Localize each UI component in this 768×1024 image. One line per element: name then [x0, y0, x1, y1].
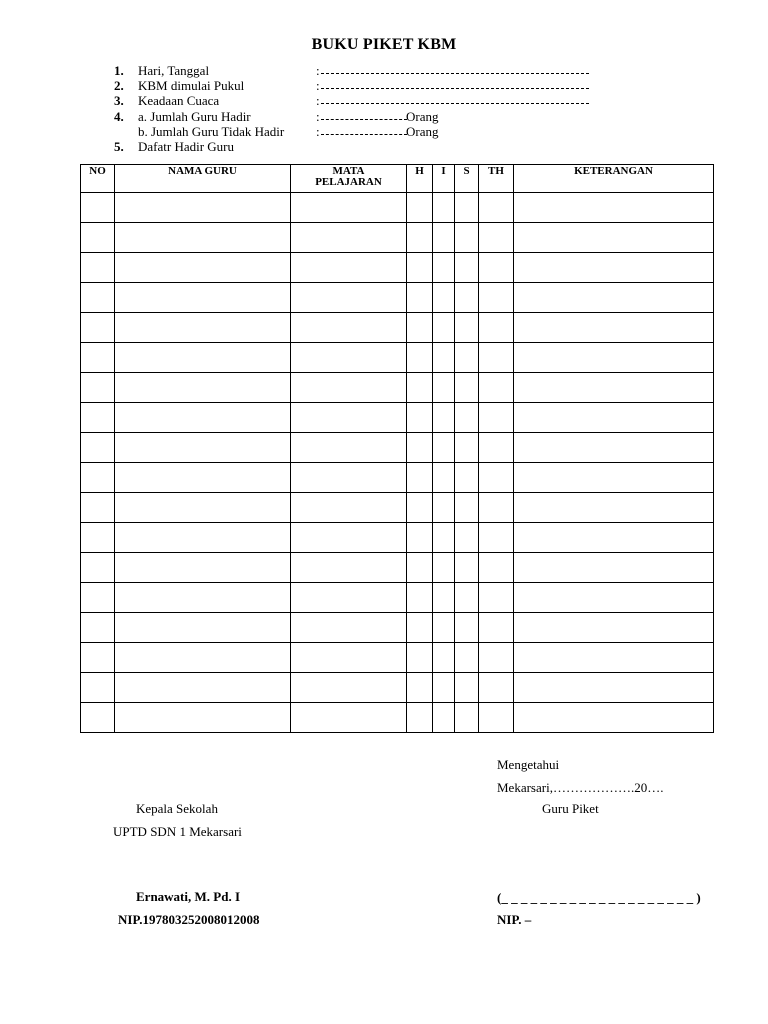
cell-no[interactable]	[81, 433, 115, 463]
cell-subject[interactable]	[291, 223, 407, 253]
cell-no[interactable]	[81, 523, 115, 553]
date-fill-line	[316, 63, 588, 78]
cell-teacher-name[interactable]	[115, 673, 291, 703]
cell-remarks[interactable]	[514, 613, 714, 643]
document-title: BUKU PIKET KBM	[311, 36, 457, 53]
cell-absent[interactable]	[479, 583, 514, 613]
header-teacher-name: NAMA GURU	[115, 165, 291, 193]
cell-remarks[interactable]	[514, 193, 714, 223]
info-label-absent: b. Jumlah Guru Tidak Hadir	[138, 123, 285, 139]
table-row	[81, 283, 714, 313]
colon: :	[316, 93, 320, 109]
acknowledged-label: Mengetahui	[497, 757, 560, 772]
cell-sick[interactable]	[455, 343, 479, 373]
cell-sick[interactable]	[455, 253, 479, 283]
cell-subject[interactable]	[291, 313, 407, 343]
cell-present[interactable]	[407, 553, 433, 583]
cell-sick[interactable]	[455, 463, 479, 493]
table-row	[81, 463, 714, 493]
dashed-line	[321, 88, 589, 89]
cell-remarks[interactable]	[514, 373, 714, 403]
colon: :	[316, 78, 320, 94]
cell-remarks[interactable]	[514, 703, 714, 733]
cell-teacher-name[interactable]	[115, 493, 291, 523]
cell-sick[interactable]	[455, 193, 479, 223]
cell-permission[interactable]	[433, 343, 455, 373]
cell-remarks[interactable]	[514, 583, 714, 613]
cell-absent[interactable]	[479, 703, 514, 733]
info-number: 4.	[114, 108, 124, 124]
colon: :	[316, 63, 320, 78]
cell-sick[interactable]	[455, 673, 479, 703]
cell-no[interactable]	[81, 553, 115, 583]
header-sick: S	[455, 165, 479, 193]
cell-absent[interactable]	[479, 463, 514, 493]
cell-teacher-name[interactable]	[115, 553, 291, 583]
cell-teacher-name[interactable]	[115, 343, 291, 373]
cell-absent[interactable]	[479, 223, 514, 253]
table-row	[81, 613, 714, 643]
weather-fill-line	[316, 93, 588, 108]
table-row	[81, 253, 714, 283]
table-row	[81, 373, 714, 403]
cell-remarks[interactable]	[514, 433, 714, 463]
cell-present[interactable]	[407, 583, 433, 613]
table-row	[81, 673, 714, 703]
cell-teacher-name[interactable]	[115, 523, 291, 553]
cell-permission[interactable]	[433, 403, 455, 433]
cell-no[interactable]	[81, 313, 115, 343]
cell-present[interactable]	[407, 703, 433, 733]
cell-permission[interactable]	[433, 313, 455, 343]
cell-no[interactable]	[81, 373, 115, 403]
table-row	[81, 523, 714, 553]
cell-remarks[interactable]	[514, 313, 714, 343]
cell-absent[interactable]	[479, 283, 514, 313]
cell-teacher-name[interactable]	[115, 703, 291, 733]
cell-permission[interactable]	[433, 583, 455, 613]
cell-permission[interactable]	[433, 223, 455, 253]
cell-subject[interactable]	[291, 463, 407, 493]
absent-fill-line	[316, 124, 588, 139]
table-row	[81, 493, 714, 523]
cell-absent[interactable]	[479, 493, 514, 523]
colon: :	[316, 123, 320, 139]
cell-no[interactable]	[81, 493, 115, 523]
info-number: 2.	[114, 78, 124, 94]
cell-remarks[interactable]	[514, 283, 714, 313]
cell-present[interactable]	[407, 673, 433, 703]
present-fill-line	[316, 109, 588, 124]
cell-absent[interactable]	[479, 403, 514, 433]
duty-teacher-title: Guru Piket	[542, 801, 599, 816]
table-row	[81, 583, 714, 613]
cell-remarks[interactable]	[514, 643, 714, 673]
table-header-row	[81, 165, 714, 193]
cell-remarks[interactable]	[514, 403, 714, 433]
table-row	[81, 223, 714, 253]
cell-subject[interactable]	[291, 703, 407, 733]
cell-teacher-name[interactable]	[115, 643, 291, 673]
cell-subject[interactable]	[291, 343, 407, 373]
cell-subject[interactable]	[291, 193, 407, 223]
cell-subject[interactable]	[291, 373, 407, 403]
cell-absent[interactable]	[479, 673, 514, 703]
place-date-line: Mekarsari,……………….20….	[497, 780, 664, 795]
principal-title: Kepala Sekolah	[136, 801, 218, 816]
cell-subject[interactable]	[291, 583, 407, 613]
cell-teacher-name[interactable]	[115, 253, 291, 283]
header-remarks: KETERANGAN	[514, 165, 714, 193]
cell-no[interactable]	[81, 403, 115, 433]
dashed-line	[321, 134, 407, 135]
cell-present[interactable]	[407, 643, 433, 673]
cell-remarks[interactable]	[514, 493, 714, 523]
cell-permission[interactable]	[433, 373, 455, 403]
cell-sick[interactable]	[455, 493, 479, 523]
cell-no[interactable]	[81, 463, 115, 493]
info-label-start-time: KBM dimulai Pukul	[138, 78, 245, 94]
cell-subject[interactable]	[291, 643, 407, 673]
cell-teacher-name[interactable]	[115, 613, 291, 643]
cell-remarks[interactable]	[514, 523, 714, 553]
cell-permission[interactable]	[433, 433, 455, 463]
cell-absent[interactable]	[479, 373, 514, 403]
cell-permission[interactable]	[433, 493, 455, 523]
colon: :	[316, 108, 320, 124]
cell-permission[interactable]	[433, 193, 455, 223]
header-no: NO	[81, 165, 115, 193]
header-present: H	[407, 165, 433, 193]
cell-sick[interactable]	[455, 703, 479, 733]
cell-absent[interactable]	[479, 313, 514, 343]
cell-subject[interactable]	[291, 673, 407, 703]
cell-remarks[interactable]	[514, 553, 714, 583]
cell-no[interactable]	[81, 583, 115, 613]
duty-teacher-nip: NIP. –	[497, 912, 532, 927]
dashed-line	[321, 73, 589, 74]
school-name: UPTD SDN 1 Mekarsari	[113, 824, 242, 839]
cell-present[interactable]	[407, 373, 433, 403]
duty-teacher-name-blank: (_ _ _ _ _ _ _ _ _ _ _ _ _ _ _ _ _ _ _ _ )	[497, 890, 701, 905]
cell-subject[interactable]	[291, 553, 407, 583]
info-label-date: Hari, Tanggal	[138, 63, 210, 78]
cell-present[interactable]	[407, 613, 433, 643]
cell-absent[interactable]	[479, 643, 514, 673]
cell-no[interactable]	[81, 283, 115, 313]
cell-permission[interactable]	[433, 673, 455, 703]
cell-teacher-name[interactable]	[115, 433, 291, 463]
cell-present[interactable]	[407, 313, 433, 343]
table-row	[81, 643, 714, 673]
cell-present[interactable]	[407, 523, 433, 553]
cell-teacher-name[interactable]	[115, 193, 291, 223]
cell-teacher-name[interactable]	[115, 283, 291, 313]
cell-teacher-name[interactable]	[115, 313, 291, 343]
cell-teacher-name[interactable]	[115, 583, 291, 613]
cell-no[interactable]	[81, 253, 115, 283]
cell-permission[interactable]	[433, 643, 455, 673]
header-subject: MATA PELAJARAN	[291, 165, 407, 193]
info-number: 5.	[114, 138, 124, 154]
table-row	[81, 703, 714, 733]
cell-permission[interactable]	[433, 613, 455, 643]
cell-permission[interactable]	[433, 553, 455, 583]
cell-permission[interactable]	[433, 253, 455, 283]
table-row	[81, 343, 714, 373]
cell-absent[interactable]	[479, 253, 514, 283]
cell-subject[interactable]	[291, 613, 407, 643]
cell-present[interactable]	[407, 493, 433, 523]
cell-present[interactable]	[407, 343, 433, 373]
cell-subject[interactable]	[291, 493, 407, 523]
cell-no[interactable]	[81, 223, 115, 253]
cell-no[interactable]	[81, 673, 115, 703]
cell-sick[interactable]	[455, 433, 479, 463]
cell-sick[interactable]	[455, 373, 479, 403]
cell-subject[interactable]	[291, 523, 407, 553]
cell-absent[interactable]	[479, 523, 514, 553]
cell-sick[interactable]	[455, 283, 479, 313]
cell-present[interactable]	[407, 463, 433, 493]
cell-subject[interactable]	[291, 403, 407, 433]
cell-present[interactable]	[407, 193, 433, 223]
principal-nip: NIP.197803252008012008	[118, 912, 260, 927]
cell-sick[interactable]	[455, 643, 479, 673]
cell-no[interactable]	[81, 193, 115, 223]
cell-absent[interactable]	[479, 343, 514, 373]
cell-teacher-name[interactable]	[115, 373, 291, 403]
table-row	[81, 193, 714, 223]
table-row	[81, 553, 714, 583]
table-row	[81, 403, 714, 433]
attendance-table	[80, 164, 714, 733]
cell-remarks[interactable]	[514, 223, 714, 253]
info-label-present: a. Jumlah Guru Hadir	[138, 108, 251, 124]
cell-permission[interactable]	[433, 283, 455, 313]
cell-sick[interactable]	[455, 223, 479, 253]
info-label-weather: Keadaan Cuaca	[138, 93, 220, 109]
cell-sick[interactable]	[455, 553, 479, 583]
cell-present[interactable]	[407, 253, 433, 283]
dashed-line	[321, 119, 407, 120]
cell-remarks[interactable]	[514, 253, 714, 283]
table-row	[81, 433, 714, 463]
cell-present[interactable]	[407, 283, 433, 313]
start-time-fill-line	[316, 78, 588, 93]
cell-present[interactable]	[407, 433, 433, 463]
header-permission: I	[433, 165, 455, 193]
info-number: 3.	[114, 93, 124, 109]
dashed-line	[321, 103, 589, 104]
cell-no[interactable]	[81, 343, 115, 373]
header-absent: TH	[479, 165, 514, 193]
cell-permission[interactable]	[433, 463, 455, 493]
cell-absent[interactable]	[479, 433, 514, 463]
cell-sick[interactable]	[455, 583, 479, 613]
cell-sick[interactable]	[455, 313, 479, 343]
cell-no[interactable]	[81, 613, 115, 643]
cell-remarks[interactable]	[514, 673, 714, 703]
cell-present[interactable]	[407, 223, 433, 253]
unit-label: Orang	[406, 108, 439, 124]
cell-permission[interactable]	[433, 523, 455, 553]
cell-absent[interactable]	[479, 613, 514, 643]
unit-label: Orang	[406, 123, 439, 139]
cell-absent[interactable]	[479, 553, 514, 583]
info-label-attendance: Dafatr Hadir Guru	[138, 138, 235, 154]
table-row	[81, 313, 714, 343]
cell-sick[interactable]	[455, 613, 479, 643]
cell-sick[interactable]	[455, 403, 479, 433]
info-number: 1.	[114, 63, 124, 78]
cell-remarks[interactable]	[514, 343, 714, 373]
cell-subject[interactable]	[291, 433, 407, 463]
cell-permission[interactable]	[433, 703, 455, 733]
cell-no[interactable]	[81, 703, 115, 733]
cell-subject[interactable]	[291, 283, 407, 313]
cell-remarks[interactable]	[514, 463, 714, 493]
cell-teacher-name[interactable]	[115, 463, 291, 493]
cell-sick[interactable]	[455, 523, 479, 553]
cell-no[interactable]	[81, 643, 115, 673]
cell-present[interactable]	[407, 403, 433, 433]
table-body	[81, 193, 714, 733]
cell-subject[interactable]	[291, 253, 407, 283]
cell-teacher-name[interactable]	[115, 403, 291, 433]
cell-absent[interactable]	[479, 193, 514, 223]
cell-teacher-name[interactable]	[115, 223, 291, 253]
principal-name: Ernawati, M. Pd. I	[136, 889, 240, 904]
